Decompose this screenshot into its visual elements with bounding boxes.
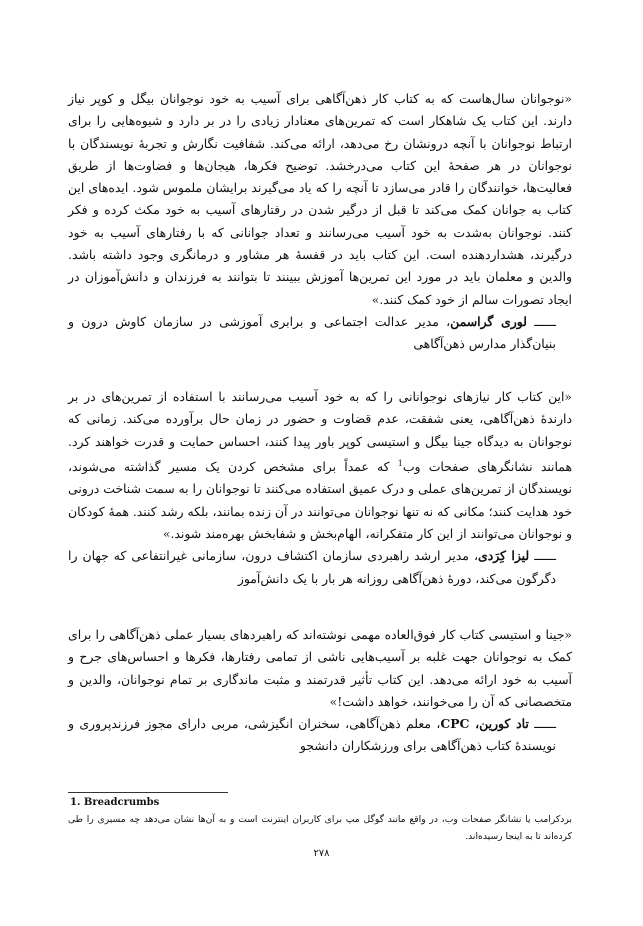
footnote-divider: [68, 792, 228, 793]
testimonial-3-body: «جینا و استیسی کتاب کار فوق‌العاده مهمی نوشته‌اند که راهبردهای بسیار عملی ذهن‌آگاهی را برای کمک به نوجوانان جهت غلبه بر آسیب‌هایی ناشی از تمامی رفتارها، فکرها و احساس‌های جرح و آسیب به خود ارائه می‌دهد. این کتاب تأثیر قدرتمند و مثبت ماندگاری بر تمام نوجوانان، والدین و متخصصانی که آن را می‌خوانند، خواهد داشت!»: [68, 627, 572, 709]
testimonial-1-attribution: ، مدیر عدالت اجتماعی و برابری آموزشی در سازمان کاوش درون و بنیان‌گذار مدارس ذهن‌آگاهی: [68, 313, 556, 352]
testimonial-3-author: تاد کورین، CPC: [440, 716, 529, 732]
testimonial-2-author: لیزا کِرَدی: [478, 548, 530, 564]
testimonial-2-body-part2: که عمداً برای مشخص کردن یک مسیر گذاشته می‌شوند، نویسندگان از تمرین‌های عملی و درک عمیق استفاده می‌کنند تا نوجوانان را به سمت شناخت درونی خود هدایت کنند؛ مکانی که نه تنها نوجوانان می‌توانند در آن زنده بمانند، بلکه رشد کنند. همهٔ کودکان و نوجوانان می‌توانند از این کار متفکرانه، الهام‌بخش و شفابخش بهره‌مند شوند.»: [68, 459, 572, 541]
testimonial-1-author: لوری گراسمن: [450, 313, 527, 329]
attribution-dash: ــــــ: [534, 313, 556, 329]
attribution-dash: ــــــ: [534, 548, 556, 564]
page-number: ۲۷۸: [313, 848, 330, 859]
testimonial-2-attribution: ، مدیر ارشد راهبردی سازمان اکتشاف درون، سازمانی غیرانتفاعی که جهان را دگرگون می‌کند، دورهٔ ذهن‌آگاهی روزانه هر بار با یک دانش‌آموز: [68, 548, 556, 586]
footnote-text: بردکرامب یا نشانگر صفحات وب، در واقع مانند گوگل مپ برای کاربران اینترنت است و به آن‌ها نشان می‌دهد چه مسیری را طی کرده‌اند تا به اینجا رسیده‌اند.: [68, 814, 572, 842]
testimonial-1-attribution-line: [68, 311, 572, 356]
testimonial-1-body: «نوجوانان سال‌هاست که به کتاب کار ذهن‌آگاهی برای آسیب به خود نوجوانان بیگل و کوپر نیاز دارند. این کتاب یک شاهکار است که تمرین‌های معنادار زیادی را در بر دارد و شیوه‌هایی را برای ارتباط نوجوانان با آنچه درونشان رخ می‌دهد، ارائه می‌کند. شفافیت نگارش و تجربهٔ نویسندگان با نوجوانان در هر صفحهٔ این کتاب می‌درخشد. توضیح فکرها، هیجان‌ها و فضاوت‌ها از طریق فعالیت‌ها، خوانندگان را قادر می‌سازد تا آنچه را که یاد می‌گیرند برایشان ملموس شود. ایده‌های این کتاب به جوانان کمک می‌کند تا قبل از درگیر شدن در رفتارهای آسیب به خود مکث کرده و فکر کنند. نوجوانان به‌شدت به خود آسیب می‌رسانند و تعداد جوانانی که با رفتارهای آسیب به خود درگیرند، هشداردهنده است. این کتاب باید در قفسهٔ هر مشاور و درمانگری وجود داشته باشد. والدین و معلمان باید در مورد این تمرین‌ها آموزش ببینند تا بتوانند به فرزندان و دانش‌آموزان در ایجاد تصورات سالم از خود کمک کنند.»: [68, 91, 572, 307]
footnote-reference[interactable]: 1: [397, 458, 403, 468]
testimonial-1: [68, 88, 572, 356]
testimonial-2-body: [68, 386, 572, 545]
testimonial-2-attribution-line: [68, 545, 572, 590]
testimonial-2-body-part1: «این کتاب کار نیازهای نوجوانانی را که به خود آسیب می‌رسانند با استفاده از تمرین‌های در بر دارندهٔ ذهن‌آگاهی، یعنی شفقت، عدم قضاوت و حضور در زمان حال برآورده می‌کند. زمانی که نوجوانان به دیدگاه جینا بیگل و استیسی کوپر باور پیدا کنند، احساس حمایت و قدرت خواهند کرد. همانند نشانگرهای صفحات وب: [68, 389, 572, 475]
testimonial-2: [68, 386, 572, 590]
testimonial-3-attribution-line: [68, 713, 572, 758]
footnote-title: 1. Breadcrumbs: [70, 797, 160, 808]
testimonial-3: [68, 624, 572, 758]
attribution-dash: ــــــ: [534, 716, 556, 732]
testimonial-3-attribution: ، معلم ذهن‌آگاهی، سخنران انگیزشی، مربی دارای مجوز فرزندپروری و نویسندهٔ کتاب ذهن‌آگاهی برای ورزشکاران دانشجو: [68, 716, 556, 754]
